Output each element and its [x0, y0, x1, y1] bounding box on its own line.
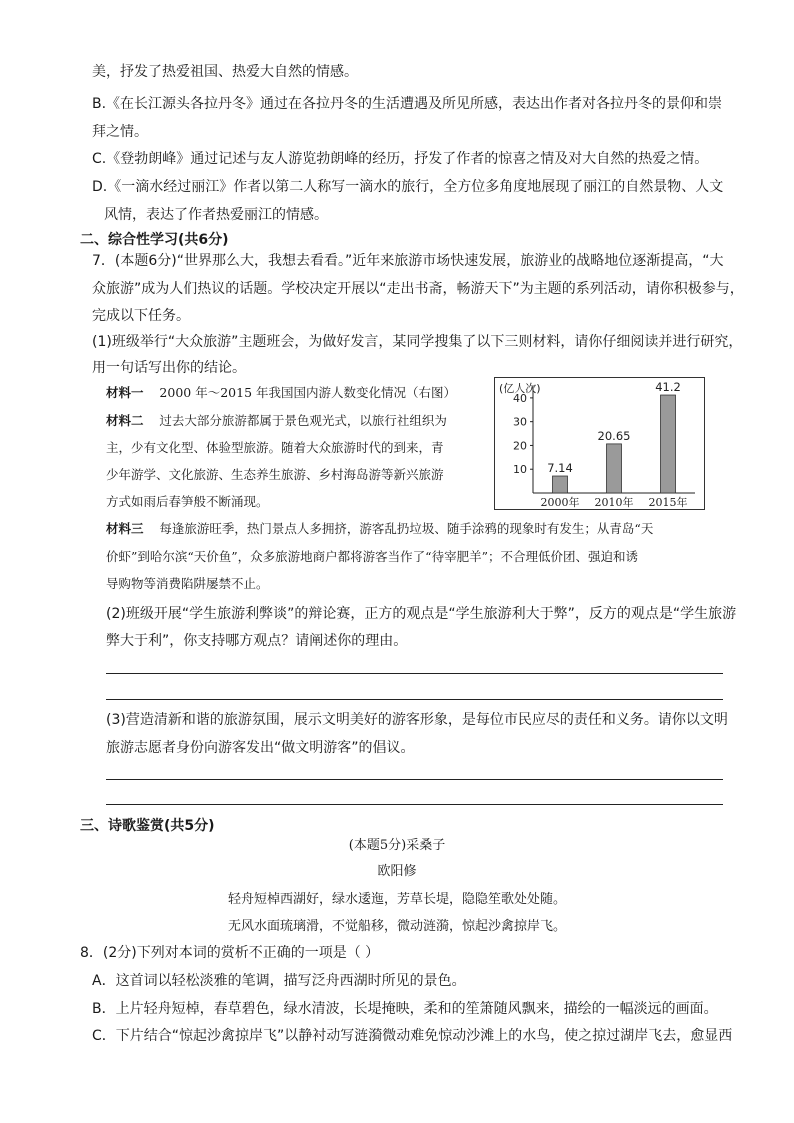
task-2: (2)班级开展“学生旅游利弊谈”的辩论赛，正方的观点是“学生旅游利大于弊”，反方的观点是“学生旅游	[106, 606, 737, 622]
material-1-text: 2000 年～2015 年我国国内游人数变化情况（右图）	[159, 385, 456, 400]
tourism-bar-chart	[494, 377, 705, 510]
question-7-line-2: 众旅游”成为人们热议的话题。学校决定开展以“走出书斋，畅游天下”为主题的系列活动，请你积极参与，	[92, 281, 744, 297]
section-2-heading: 二、综合性学习(共6分)	[80, 232, 229, 248]
y-tick-label: 30	[513, 415, 527, 429]
x-tick-label: 2015年	[648, 496, 688, 509]
bar	[553, 476, 568, 493]
question-8: 8．(2分)下列对本词的赏析不正确的一项是（ ）	[80, 945, 380, 961]
material-2-text: 过去大部分旅游都属于景色观光式，以旅行社组织为	[159, 413, 447, 428]
poem-title: (本题5分)采桑子	[348, 838, 446, 853]
material-1-label: 材料一	[106, 385, 144, 400]
option-d: D.《一滴水经过丽江》作者以第二人称写一滴水的旅行，全方位多角度地展现了丽江的自然景物、人文	[92, 179, 724, 195]
material-2-line-4: 方式如雨后春笋般不断涌现。	[106, 494, 269, 509]
answer-line[interactable]	[106, 779, 723, 780]
question-7-line-3: 完成以下任务。	[92, 308, 190, 324]
question-7: 7．(本题6分)“世界那么大，我想去看看。”近年来旅游市场快速发展，旅游业的战略地位逐渐提高，“大	[92, 253, 724, 269]
option-c: C.《登勃朗峰》通过记述与友人游览勃朗峰的经历，抒发了作者的惊喜之情及对大自然的热爱之情。	[92, 151, 709, 167]
material-3-label: 材料三	[106, 521, 144, 536]
x-tick-label: 2010年	[594, 496, 634, 509]
option-a-continued: 美，抒发了热爱祖国、热爱大自然的情感。	[92, 64, 358, 80]
answer-line[interactable]	[106, 699, 723, 700]
chart-canvas	[495, 378, 704, 509]
task-3-line-2: 旅游志愿者身份向游客发出“做文明游客”的倡议。	[106, 740, 415, 756]
data-label: 7.14	[547, 461, 573, 476]
bar	[607, 444, 622, 493]
material-2-label: 材料二	[106, 413, 144, 428]
task-3: (3)营造清新和谐的旅游氛围，展示文明美好的游客形象，是每位市民应尽的责任和义务。请你以文明	[106, 712, 728, 728]
option-b-continued: 拜之情。	[92, 124, 148, 140]
question-8-option-b: B．上片轻舟短棹，春草碧色，绿水清波，长堤掩映，柔和的笙箫随风飘来，描绘的一幅淡远的画面。	[92, 1001, 718, 1017]
material-3-line-2: 价虾”到哈尔滨“天价鱼”，众多旅游地商户都将游客当作了“待宰肥羊”；不合理低价团、强迫和诱	[106, 549, 638, 564]
question-8-option-a: A．这首词以轻松淡雅的笔调，描写泛舟西湖时所见的景色。	[92, 973, 466, 989]
task-2-line-2: 弊大于利”，你支持哪方观点？请阐述你的理由。	[106, 633, 408, 649]
material-2	[106, 412, 447, 430]
material-1	[106, 384, 456, 402]
material-3-line-3: 导购物等消费陷阱屡禁不止。	[106, 576, 269, 591]
material-2-line-3: 少年游学、文化旅游、生态养生旅游、乡村海岛游等新兴旅游	[106, 467, 444, 482]
bar	[661, 395, 676, 493]
data-label: 41.2	[655, 380, 681, 395]
question-8-option-c: C．下片结合“惊起沙禽掠岸飞”以静衬动写涟漪微动难免惊动沙滩上的水鸟，使之掠过湖岸飞去，愈显西	[92, 1028, 733, 1044]
answer-line[interactable]	[106, 673, 723, 674]
option-d-continued: 风情，表达了作者热爱丽江的情感。	[104, 207, 328, 223]
y-axis-label: (亿人次)	[499, 382, 541, 395]
task-1: (1)班级举行“大众旅游”主题班会，为做好发言，某同学搜集了以下三则材料，请你仔细阅读并进行研究，	[92, 334, 743, 350]
material-3	[106, 520, 653, 538]
y-tick-label: 40	[513, 391, 527, 405]
poem-line-1: 轻舟短棹西湖好，绿水逶迤，芳草长堤，隐隐笙歌处处随。	[227, 892, 566, 907]
x-tick-label: 2000年	[540, 496, 580, 509]
poem-author: 欧阳修	[377, 864, 417, 879]
task-1-line-2: 用一句话写出你的结论。	[92, 360, 246, 376]
poem-line-2: 无风水面琉璃滑，不觉船移，微动涟漪，惊起沙禽掠岸飞。	[227, 919, 566, 934]
y-tick-label: 10	[513, 463, 527, 477]
data-label: 20.65	[597, 428, 631, 443]
material-3-text: 每逢旅游旺季，热门景点人多拥挤，游客乱扔垃圾、随手涂鸦的现象时有发生；从青岛“天	[159, 521, 654, 536]
option-b: B.《在长江源头各拉丹冬》通过在各拉丹冬的生活遭遇及所见所感，表达出作者对各拉丹冬的景仰和崇	[92, 96, 723, 112]
material-2-line-2: 主，少有文化型、体验型旅游。随着大众旅游时代的到来，青	[106, 440, 444, 455]
section-3-heading: 三、诗歌鉴赏(共5分)	[80, 818, 215, 834]
answer-line[interactable]	[106, 804, 723, 805]
y-tick-label: 20	[513, 439, 527, 453]
